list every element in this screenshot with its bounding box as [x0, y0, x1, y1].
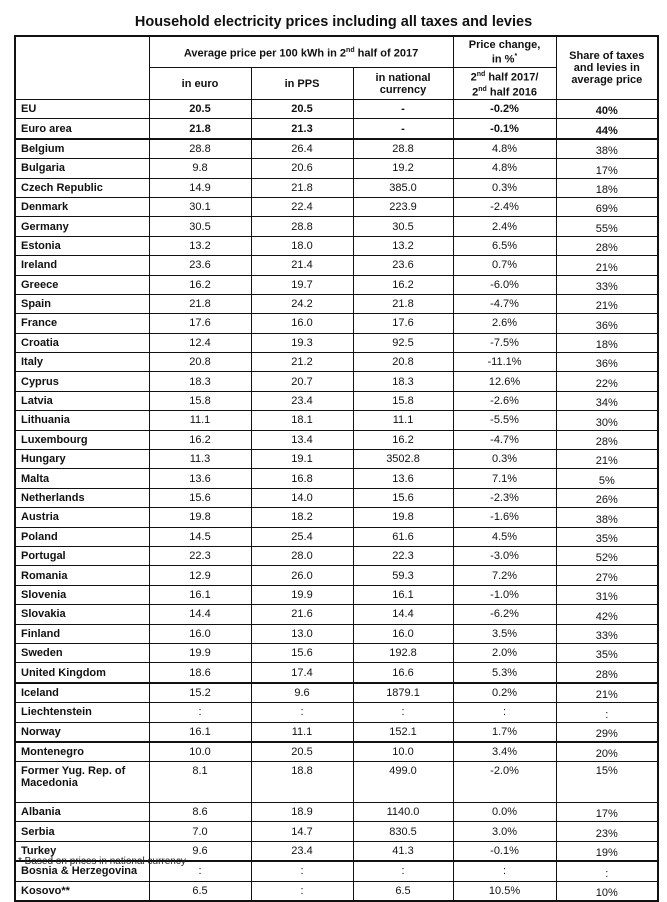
euro-cell: 12.9 [149, 566, 251, 585]
change-cell: -1.6% [453, 508, 556, 527]
pps-cell: 14.7 [251, 822, 353, 841]
table-row [15, 703, 658, 722]
change-cell: -2.3% [453, 488, 556, 507]
country-cell: Ireland [15, 256, 149, 275]
euro-cell: 30.1 [149, 197, 251, 216]
share-cell: 23% [556, 822, 658, 841]
national-cell: 61.6 [353, 527, 453, 546]
table-row [15, 742, 658, 762]
country-cell: Slovenia [15, 585, 149, 604]
share-cell: 28% [556, 430, 658, 449]
change-cell: -4.7% [453, 430, 556, 449]
national-cell: 1879.1 [353, 683, 453, 703]
change-cell: 4.8% [453, 139, 556, 159]
euro-cell: 30.5 [149, 217, 251, 236]
country-cell: Greece [15, 275, 149, 294]
country-cell: Montenegro [15, 742, 149, 762]
share-cell: 52% [556, 546, 658, 565]
euro-cell: 15.8 [149, 391, 251, 410]
in-pps-header: in PPS [251, 68, 353, 100]
share-cell: 40% [556, 100, 658, 119]
share-cell: 42% [556, 605, 658, 624]
national-cell: - [353, 119, 453, 139]
pps-cell: 28.0 [251, 546, 353, 565]
country-header [15, 36, 149, 100]
table-row [15, 762, 658, 803]
share-cell: 55% [556, 217, 658, 236]
pps-cell: 20.7 [251, 372, 353, 391]
pps-cell: : [251, 861, 353, 881]
euro-cell: 13.6 [149, 469, 251, 488]
table-row [15, 119, 658, 139]
share-cell: 31% [556, 585, 658, 604]
table-body [15, 100, 658, 901]
country-cell: Estonia [15, 236, 149, 255]
share-cell: 28% [556, 236, 658, 255]
electricity-prices-table [14, 35, 659, 902]
national-cell: 223.9 [353, 197, 453, 216]
country-cell: Hungary [15, 450, 149, 469]
share-cell: 18% [556, 178, 658, 197]
change-cell: 3.4% [453, 742, 556, 762]
euro-cell: 16.0 [149, 624, 251, 643]
table-row [15, 100, 658, 119]
share-cell: 35% [556, 527, 658, 546]
euro-cell: 21.8 [149, 119, 251, 139]
country-cell: Luxembourg [15, 430, 149, 449]
share-cell: 34% [556, 391, 658, 410]
table-title: Household electricity prices including all taxes and levies [134, 14, 533, 30]
national-cell: 385.0 [353, 178, 453, 197]
share-cell: 33% [556, 275, 658, 294]
national-cell: 16.6 [353, 663, 453, 683]
table-row [15, 605, 658, 624]
pps-cell: 28.8 [251, 217, 353, 236]
table-row [15, 546, 658, 565]
euro-cell: 14.9 [149, 178, 251, 197]
pps-cell: 9.6 [251, 683, 353, 703]
table-row [15, 353, 658, 372]
euro-cell: 28.8 [149, 139, 251, 159]
share-cell: 38% [556, 139, 658, 159]
country-cell: Netherlands [15, 488, 149, 507]
country-cell: Iceland [15, 683, 149, 703]
euro-cell: 21.8 [149, 294, 251, 313]
country-cell: Italy [15, 353, 149, 372]
share-cell: 30% [556, 411, 658, 430]
table-row [15, 159, 658, 178]
national-cell: 59.3 [353, 566, 453, 585]
national-cell: 3502.8 [353, 450, 453, 469]
national-cell: 92.5 [353, 333, 453, 352]
national-cell: 16.2 [353, 430, 453, 449]
national-cell: 41.3 [353, 841, 453, 861]
euro-cell: : [149, 861, 251, 881]
change-cell: -6.0% [453, 275, 556, 294]
country-cell: Finland [15, 624, 149, 643]
country-cell: Austria [15, 508, 149, 527]
country-cell: Lithuania [15, 411, 149, 430]
change-cell: 0.3% [453, 450, 556, 469]
pps-cell: 18.0 [251, 236, 353, 255]
national-cell: 17.6 [353, 314, 453, 333]
change-cell: -2.4% [453, 197, 556, 216]
national-cell: 1140.0 [353, 802, 453, 821]
share-cell: 21% [556, 256, 658, 275]
table-row [15, 566, 658, 585]
pps-cell: 14.0 [251, 488, 353, 507]
table-row [15, 469, 658, 488]
change-cell: : [453, 861, 556, 881]
change-cell: -0.2% [453, 100, 556, 119]
national-cell: 23.6 [353, 256, 453, 275]
national-cell: 22.3 [353, 546, 453, 565]
pps-cell: 25.4 [251, 527, 353, 546]
change-cell: 4.5% [453, 527, 556, 546]
euro-cell: 14.4 [149, 605, 251, 624]
country-cell: Liechtenstein [15, 703, 149, 722]
national-cell: 830.5 [353, 822, 453, 841]
table-row [15, 881, 658, 901]
change-cell: -0.1% [453, 119, 556, 139]
table-row [15, 391, 658, 410]
pps-cell: 22.4 [251, 197, 353, 216]
national-cell: : [353, 703, 453, 722]
country-cell: Slovakia [15, 605, 149, 624]
table-row [15, 683, 658, 703]
share-cell: 21% [556, 294, 658, 313]
national-cell: 16.1 [353, 585, 453, 604]
share-cell: 27% [556, 566, 658, 585]
pps-cell: 16.0 [251, 314, 353, 333]
euro-cell: 9.8 [149, 159, 251, 178]
share-cell: 21% [556, 683, 658, 703]
country-cell: Poland [15, 527, 149, 546]
avg-price-header: Average price per 100 kWh in 2nd half of 2017 [149, 36, 453, 68]
table-row [15, 430, 658, 449]
change-cell: -3.0% [453, 546, 556, 565]
euro-cell: 20.8 [149, 353, 251, 372]
country-cell: Turkey [15, 841, 149, 861]
table-row [15, 333, 658, 352]
pps-cell: 21.8 [251, 178, 353, 197]
national-cell: 15.6 [353, 488, 453, 507]
country-cell: EU [15, 100, 149, 119]
period-header: 2nd half 2017/ 2nd half 2016 [453, 68, 556, 100]
country-cell: Serbia [15, 822, 149, 841]
change-cell: 6.5% [453, 236, 556, 255]
share-cell: 10% [556, 881, 658, 901]
share-cell: 33% [556, 624, 658, 643]
euro-cell: 8.1 [149, 762, 251, 803]
pps-cell: 18.2 [251, 508, 353, 527]
country-cell: Bosnia & Herzegovina [15, 861, 149, 881]
country-cell: Cyprus [15, 372, 149, 391]
country-cell: Latvia [15, 391, 149, 410]
share-cell: 17% [556, 159, 658, 178]
pps-cell: 19.9 [251, 585, 353, 604]
change-cell: : [453, 703, 556, 722]
change-cell: -4.7% [453, 294, 556, 313]
share-cell: 20% [556, 742, 658, 762]
euro-cell: 16.2 [149, 275, 251, 294]
change-cell: 7.2% [453, 566, 556, 585]
euro-cell: 23.6 [149, 256, 251, 275]
change-cell: 5.3% [453, 663, 556, 683]
national-cell: 16.0 [353, 624, 453, 643]
table-row [15, 197, 658, 216]
pps-cell: 11.1 [251, 722, 353, 742]
change-cell: -0.1% [453, 841, 556, 861]
national-cell: : [353, 861, 453, 881]
table-row [15, 508, 658, 527]
change-cell: -2.0% [453, 762, 556, 803]
change-cell: 2.6% [453, 314, 556, 333]
table-row [15, 139, 658, 159]
table-row [15, 294, 658, 313]
share-cell: 29% [556, 722, 658, 742]
euro-cell: 15.6 [149, 488, 251, 507]
country-cell: Sweden [15, 643, 149, 662]
share-cell: 22% [556, 372, 658, 391]
pps-cell: 15.6 [251, 643, 353, 662]
national-cell: 13.6 [353, 469, 453, 488]
pps-cell: 17.4 [251, 663, 353, 683]
share-cell: 15% [556, 762, 658, 803]
country-cell: Euro area [15, 119, 149, 139]
table-row [15, 314, 658, 333]
national-cell: 11.1 [353, 411, 453, 430]
change-cell: 10.5% [453, 881, 556, 901]
pps-cell: 23.4 [251, 391, 353, 410]
national-cell: 10.0 [353, 742, 453, 762]
country-cell: Belgium [15, 139, 149, 159]
pps-cell: : [251, 703, 353, 722]
country-cell: France [15, 314, 149, 333]
national-cell: 19.2 [353, 159, 453, 178]
pps-cell: 19.3 [251, 333, 353, 352]
change-cell: 0.2% [453, 683, 556, 703]
national-cell: 20.8 [353, 353, 453, 372]
euro-cell: 7.0 [149, 822, 251, 841]
pps-cell: 20.5 [251, 742, 353, 762]
change-cell: 0.7% [453, 256, 556, 275]
euro-cell: 8.6 [149, 802, 251, 821]
change-cell: -7.5% [453, 333, 556, 352]
share-cell: 69% [556, 197, 658, 216]
table-row [15, 643, 658, 662]
euro-cell: 9.6 [149, 841, 251, 861]
table-row [15, 722, 658, 742]
pps-cell: 26.0 [251, 566, 353, 585]
euro-cell: 11.1 [149, 411, 251, 430]
national-cell: 6.5 [353, 881, 453, 901]
country-cell: Albania [15, 802, 149, 821]
change-cell: 1.7% [453, 722, 556, 742]
national-cell: 499.0 [353, 762, 453, 803]
country-cell: Former Yug. Rep. of Macedonia [15, 762, 149, 803]
share-cell: 18% [556, 333, 658, 352]
pps-cell: 18.1 [251, 411, 353, 430]
pps-cell: 13.0 [251, 624, 353, 643]
in-euro-header: in euro [149, 68, 251, 100]
euro-cell: 20.5 [149, 100, 251, 119]
country-cell: Portugal [15, 546, 149, 565]
euro-cell: 6.5 [149, 881, 251, 901]
share-header: Share of taxes and levies in average price [556, 36, 658, 100]
euro-cell: 19.8 [149, 508, 251, 527]
pps-cell: 21.2 [251, 353, 353, 372]
table-row [15, 372, 658, 391]
country-cell: United Kingdom [15, 663, 149, 683]
price-change-header: Price change, in %* [453, 36, 556, 68]
euro-cell: 17.6 [149, 314, 251, 333]
euro-cell: 12.4 [149, 333, 251, 352]
share-cell: 44% [556, 119, 658, 139]
change-cell: 2.0% [453, 643, 556, 662]
country-cell: Croatia [15, 333, 149, 352]
share-cell: 28% [556, 663, 658, 683]
pps-cell: 24.2 [251, 294, 353, 313]
share-cell: 35% [556, 643, 658, 662]
pps-cell: 13.4 [251, 430, 353, 449]
pps-cell: 21.3 [251, 119, 353, 139]
country-cell: Czech Republic [15, 178, 149, 197]
table-row [15, 236, 658, 255]
share-cell: 5% [556, 469, 658, 488]
pps-cell: 16.8 [251, 469, 353, 488]
national-cell: 19.8 [353, 508, 453, 527]
share-cell: 36% [556, 314, 658, 333]
change-cell: 4.8% [453, 159, 556, 178]
national-cell: 16.2 [353, 275, 453, 294]
table-row [15, 411, 658, 430]
footnote: * Based on prices in national currency [18, 856, 186, 867]
country-cell: Norway [15, 722, 149, 742]
euro-cell: 19.9 [149, 643, 251, 662]
national-cell: 13.2 [353, 236, 453, 255]
pps-cell: 19.1 [251, 450, 353, 469]
national-cell: - [353, 100, 453, 119]
euro-cell: 18.3 [149, 372, 251, 391]
pps-cell: 18.9 [251, 802, 353, 821]
pps-cell: : [251, 881, 353, 901]
national-cell: 152.1 [353, 722, 453, 742]
national-cell: 28.8 [353, 139, 453, 159]
change-cell: -11.1% [453, 353, 556, 372]
euro-cell: 11.3 [149, 450, 251, 469]
table-row [15, 585, 658, 604]
pps-cell: 21.6 [251, 605, 353, 624]
share-cell: 26% [556, 488, 658, 507]
pps-cell: 26.4 [251, 139, 353, 159]
euro-cell: 16.1 [149, 585, 251, 604]
euro-cell: 10.0 [149, 742, 251, 762]
table-row [15, 450, 658, 469]
national-cell: 14.4 [353, 605, 453, 624]
change-cell: -2.6% [453, 391, 556, 410]
table-row [15, 663, 658, 683]
change-cell: -1.0% [453, 585, 556, 604]
pps-cell: 20.5 [251, 100, 353, 119]
change-cell: -5.5% [453, 411, 556, 430]
table-row [15, 275, 658, 294]
country-cell: Bulgaria [15, 159, 149, 178]
table-row [15, 822, 658, 841]
national-cell: 192.8 [353, 643, 453, 662]
euro-cell: 18.6 [149, 663, 251, 683]
country-cell: Romania [15, 566, 149, 585]
table-row [15, 624, 658, 643]
table-row [15, 178, 658, 197]
change-cell: 2.4% [453, 217, 556, 236]
pps-cell: 21.4 [251, 256, 353, 275]
share-cell: 36% [556, 353, 658, 372]
country-cell: Denmark [15, 197, 149, 216]
euro-cell: 16.1 [149, 722, 251, 742]
national-cell: 18.3 [353, 372, 453, 391]
pps-cell: 19.7 [251, 275, 353, 294]
table-row [15, 527, 658, 546]
change-cell: 0.0% [453, 802, 556, 821]
table-row [15, 256, 658, 275]
euro-cell: : [149, 703, 251, 722]
euro-cell: 13.2 [149, 236, 251, 255]
table-row [15, 488, 658, 507]
country-cell: Germany [15, 217, 149, 236]
in-national-header: in national currency [353, 68, 453, 100]
table-row [15, 802, 658, 821]
share-cell: 38% [556, 508, 658, 527]
share-cell: 17% [556, 802, 658, 821]
pps-cell: 20.6 [251, 159, 353, 178]
national-cell: 15.8 [353, 391, 453, 410]
pps-cell: 23.4 [251, 841, 353, 861]
national-cell: 30.5 [353, 217, 453, 236]
change-cell: 12.6% [453, 372, 556, 391]
share-cell: : [556, 703, 658, 722]
euro-cell: 22.3 [149, 546, 251, 565]
change-cell: 0.3% [453, 178, 556, 197]
share-cell: 21% [556, 450, 658, 469]
change-cell: -6.2% [453, 605, 556, 624]
change-cell: 3.0% [453, 822, 556, 841]
pps-cell: 18.8 [251, 762, 353, 803]
share-cell: : [556, 861, 658, 881]
national-cell: 21.8 [353, 294, 453, 313]
table-row [15, 217, 658, 236]
euro-cell: 14.5 [149, 527, 251, 546]
euro-cell: 16.2 [149, 430, 251, 449]
country-cell: Kosovo** [15, 881, 149, 901]
change-cell: 7.1% [453, 469, 556, 488]
country-cell: Spain [15, 294, 149, 313]
share-cell: 19% [556, 841, 658, 861]
country-cell: Malta [15, 469, 149, 488]
change-cell: 3.5% [453, 624, 556, 643]
euro-cell: 15.2 [149, 683, 251, 703]
